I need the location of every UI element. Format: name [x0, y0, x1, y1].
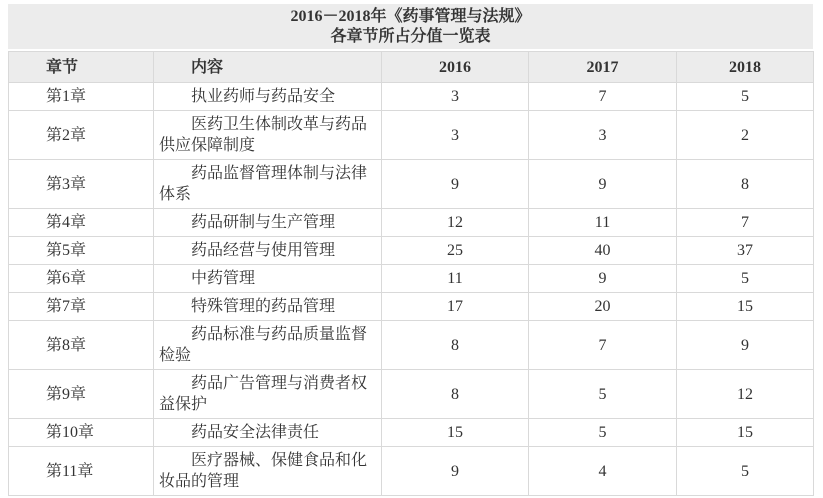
score-2016-cell: 8 [382, 370, 529, 419]
score-2016-cell: 8 [382, 321, 529, 370]
table-row [9, 237, 814, 265]
chapter-cell: 第9章 [9, 370, 154, 419]
score-2016-cell: 9 [382, 160, 529, 209]
score-2017-cell: 40 [529, 237, 677, 265]
table-title-line1: 2016－2018年《药事管理与法规》 [290, 8, 531, 25]
score-2016-cell: 17 [382, 293, 529, 321]
score-2018-cell: 5 [677, 265, 814, 293]
score-2018-cell: 7 [677, 209, 814, 237]
score-2016-cell: 11 [382, 265, 529, 293]
chapter-cell: 第7章 [9, 293, 154, 321]
score-2016-cell: 25 [382, 237, 529, 265]
score-2017-cell: 5 [529, 419, 677, 447]
table-header [9, 52, 814, 83]
chapter-cell: 第10章 [9, 419, 154, 447]
score-2017-cell: 11 [529, 209, 677, 237]
chapter-cell: 第6章 [9, 265, 154, 293]
score-2017-cell: 7 [529, 83, 677, 111]
content-cell: 药品研制与生产管理 [154, 209, 382, 237]
table-title [8, 4, 813, 49]
score-2018-cell: 12 [677, 370, 814, 419]
content-cell: 药品监督管理体制与法律体系 [154, 160, 382, 209]
score-2017-cell: 4 [529, 447, 677, 496]
chapter-cell: 第3章 [9, 160, 154, 209]
chapter-cell: 第4章 [9, 209, 154, 237]
table-row [9, 209, 814, 237]
table-row [9, 321, 814, 370]
table-row [9, 160, 814, 209]
score-2016-cell: 3 [382, 111, 529, 160]
score-2018-cell: 2 [677, 111, 814, 160]
score-2018-cell: 8 [677, 160, 814, 209]
column-header-2017: 2017 [529, 52, 677, 83]
score-2018-cell: 15 [677, 293, 814, 321]
table-body [9, 83, 814, 496]
table-header-row [9, 52, 814, 83]
content-cell: 执业药师与药品安全 [154, 83, 382, 111]
table-row [9, 447, 814, 496]
chapter-cell: 第8章 [9, 321, 154, 370]
table-row [9, 293, 814, 321]
table-row [9, 370, 814, 419]
column-header-2018: 2018 [677, 52, 814, 83]
chapter-cell: 第2章 [9, 111, 154, 160]
content-cell: 医药卫生体制改革与药品供应保障制度 [154, 111, 382, 160]
score-2017-cell: 7 [529, 321, 677, 370]
score-2018-cell: 15 [677, 419, 814, 447]
score-2017-cell: 5 [529, 370, 677, 419]
score-2018-cell: 5 [677, 447, 814, 496]
content-cell: 药品经营与使用管理 [154, 237, 382, 265]
score-table [8, 51, 814, 496]
table-row [9, 111, 814, 160]
content-cell: 药品广告管理与消费者权益保护 [154, 370, 382, 419]
score-2018-cell: 37 [677, 237, 814, 265]
score-2017-cell: 3 [529, 111, 677, 160]
score-2017-cell: 9 [529, 160, 677, 209]
score-2018-cell: 9 [677, 321, 814, 370]
score-2017-cell: 9 [529, 265, 677, 293]
table-row [9, 83, 814, 111]
score-2016-cell: 15 [382, 419, 529, 447]
column-header-chapter: 章节 [9, 52, 154, 83]
content-cell: 药品安全法律责任 [154, 419, 382, 447]
score-2017-cell: 20 [529, 293, 677, 321]
content-cell: 特殊管理的药品管理 [154, 293, 382, 321]
score-2016-cell: 3 [382, 83, 529, 111]
score-table-container [8, 4, 813, 496]
chapter-cell: 第11章 [9, 447, 154, 496]
chapter-cell: 第5章 [9, 237, 154, 265]
table-title-line2: 各章节所占分值一览表 [330, 28, 491, 45]
column-header-2016: 2016 [382, 52, 529, 83]
column-header-content: 内容 [154, 52, 382, 83]
score-2016-cell: 9 [382, 447, 529, 496]
score-2016-cell: 12 [382, 209, 529, 237]
chapter-cell: 第1章 [9, 83, 154, 111]
table-row [9, 419, 814, 447]
content-cell: 药品标准与药品质量监督检验 [154, 321, 382, 370]
content-cell: 医疗器械、保健食品和化妆品的管理 [154, 447, 382, 496]
score-2018-cell: 5 [677, 83, 814, 111]
table-row [9, 265, 814, 293]
content-cell: 中药管理 [154, 265, 382, 293]
